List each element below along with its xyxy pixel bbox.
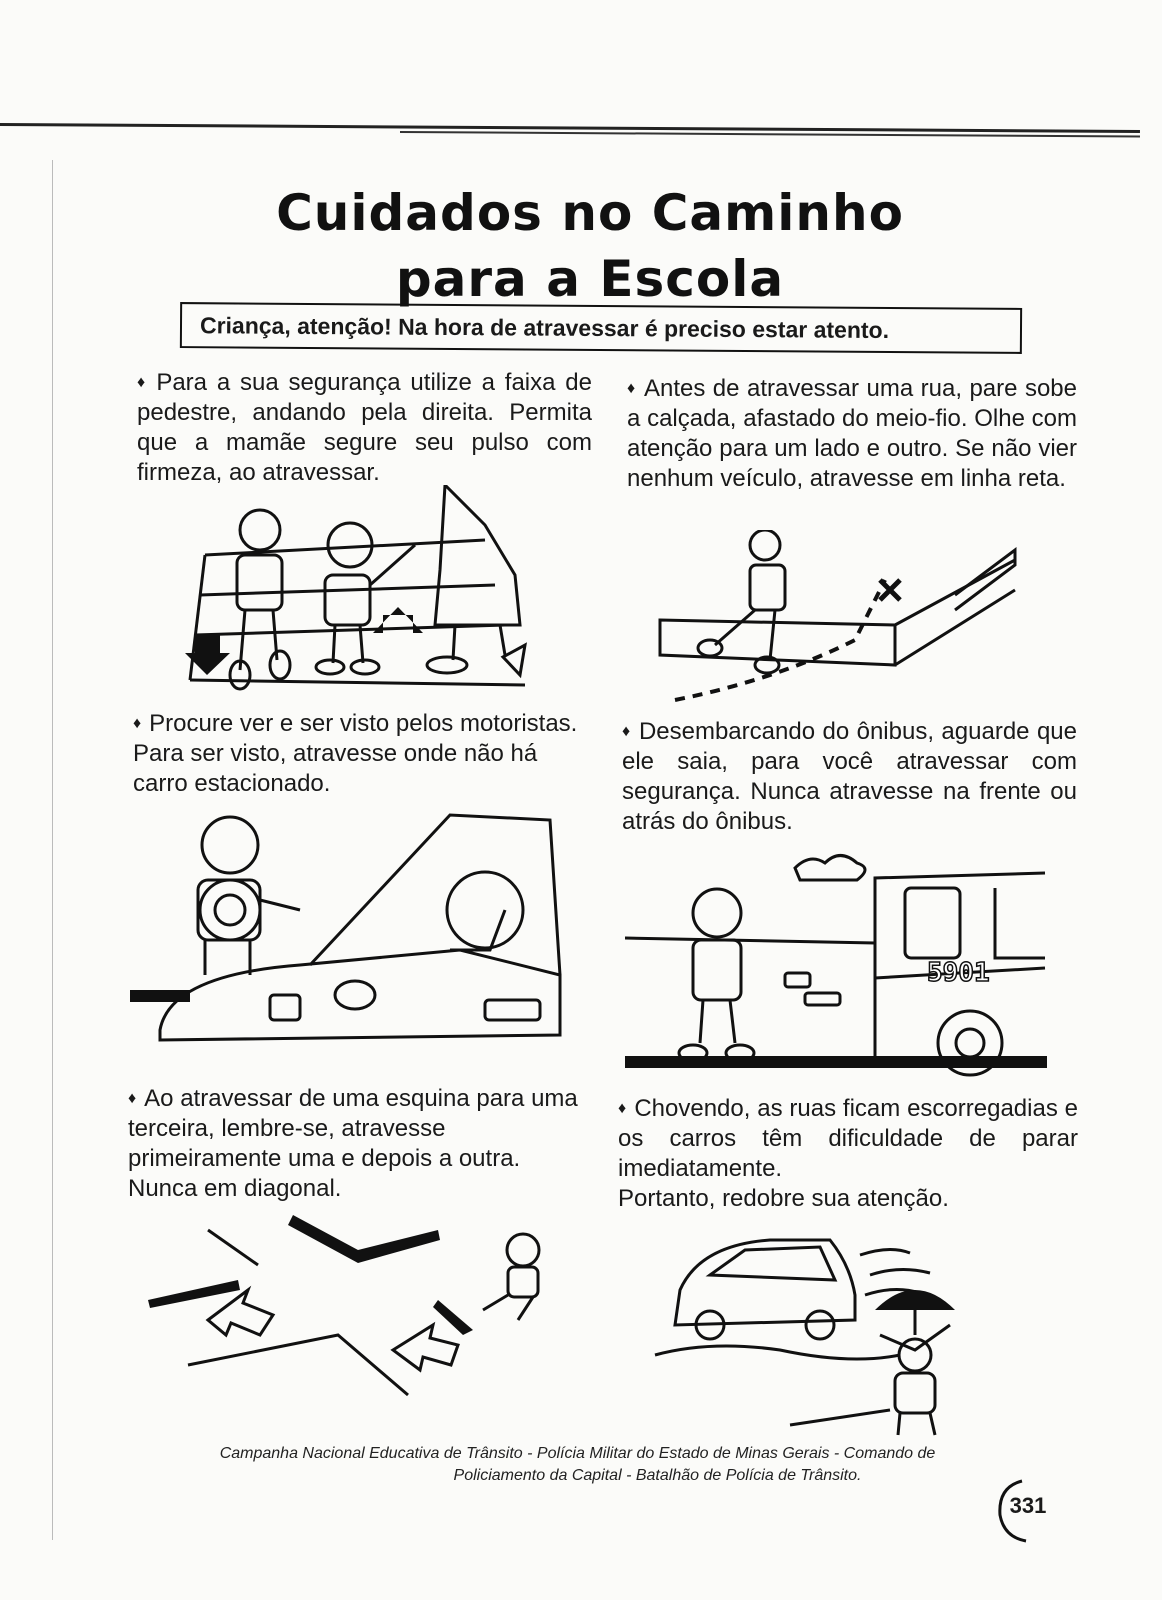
section-4-body: Desembarcando do ônibus, aguarde que ele saia, para você atravessar com segurança. Nunca atravesse na frente ou atrás do ônibus. xyxy=(622,718,1077,835)
bullet-icon: ♦ xyxy=(622,723,631,740)
section-6-body-2: Portanto, redobre sua atenção. xyxy=(618,1185,949,1212)
section-1-text xyxy=(137,368,592,488)
footer xyxy=(160,1443,995,1487)
section-6-body: Chovendo, as ruas ficam escorregadias e os carros têm dificuldade de parar imediatamente. xyxy=(618,1095,1078,1182)
bus-icon xyxy=(625,848,1050,1083)
section-5-body: Ao atravessar de uma esquina para uma terceira, lembre-se, atravesse primeiramente uma e depois a outra. Nunca em diagonal. xyxy=(128,1085,578,1202)
section-6-text xyxy=(618,1094,1078,1214)
page-title-line-2: para a Escola xyxy=(395,250,785,308)
section-4-text xyxy=(622,717,1077,837)
rain-car-umbrella-icon xyxy=(650,1225,980,1440)
bus-number: 5901 xyxy=(927,958,990,988)
bullet-icon: ♦ xyxy=(618,1100,627,1117)
footer-line-1: Campanha Nacional Educativa de Trânsito - Polícia Militar do Estado de Minas Gerais - Comando de xyxy=(219,1445,936,1462)
section-2-text xyxy=(627,374,1077,494)
bullet-icon: ♦ xyxy=(627,380,636,397)
intersection-arrows-icon xyxy=(148,1205,578,1405)
page-margin-line xyxy=(52,160,53,1540)
footer-line-2: Policiamento da Capital - Batalhão de Polícia de Trânsito. xyxy=(453,1467,862,1484)
bullet-icon: ♦ xyxy=(133,715,142,732)
page-title xyxy=(230,180,950,312)
driver-thumbs-up-icon xyxy=(130,800,570,1050)
section-2-body: Antes de atravessar uma rua, pare sobe a calçada, afastado do meio-fio. Olhe com atenção para um lado e outro. Se não vier nenhum veículo, atravesse em linha reta. xyxy=(627,375,1077,492)
crosswalk-icon xyxy=(185,485,540,695)
section-3-text xyxy=(133,709,583,799)
section-5-text xyxy=(128,1084,583,1204)
curb-crossing-icon xyxy=(655,530,1025,710)
bullet-icon: ♦ xyxy=(128,1090,137,1107)
page-number: 331 xyxy=(1009,1493,1047,1518)
bullet-icon: ♦ xyxy=(137,374,149,391)
subtitle-box: Criança, atenção! Na hora de atravessar é preciso estar atento. xyxy=(180,302,1022,354)
page-title-line-1: Cuidados no Caminho xyxy=(276,184,904,242)
section-3-body: Procure ver e ser visto pelos motoristas. Para ser visto, atravesse onde não há carro estacionado. xyxy=(133,710,578,797)
section-1-body: Para a sua segurança utilize a faixa de pedestre, andando pela direita. Permita que a mamãe segure seu pulso com firmeza, ao atravessar. xyxy=(137,369,592,486)
